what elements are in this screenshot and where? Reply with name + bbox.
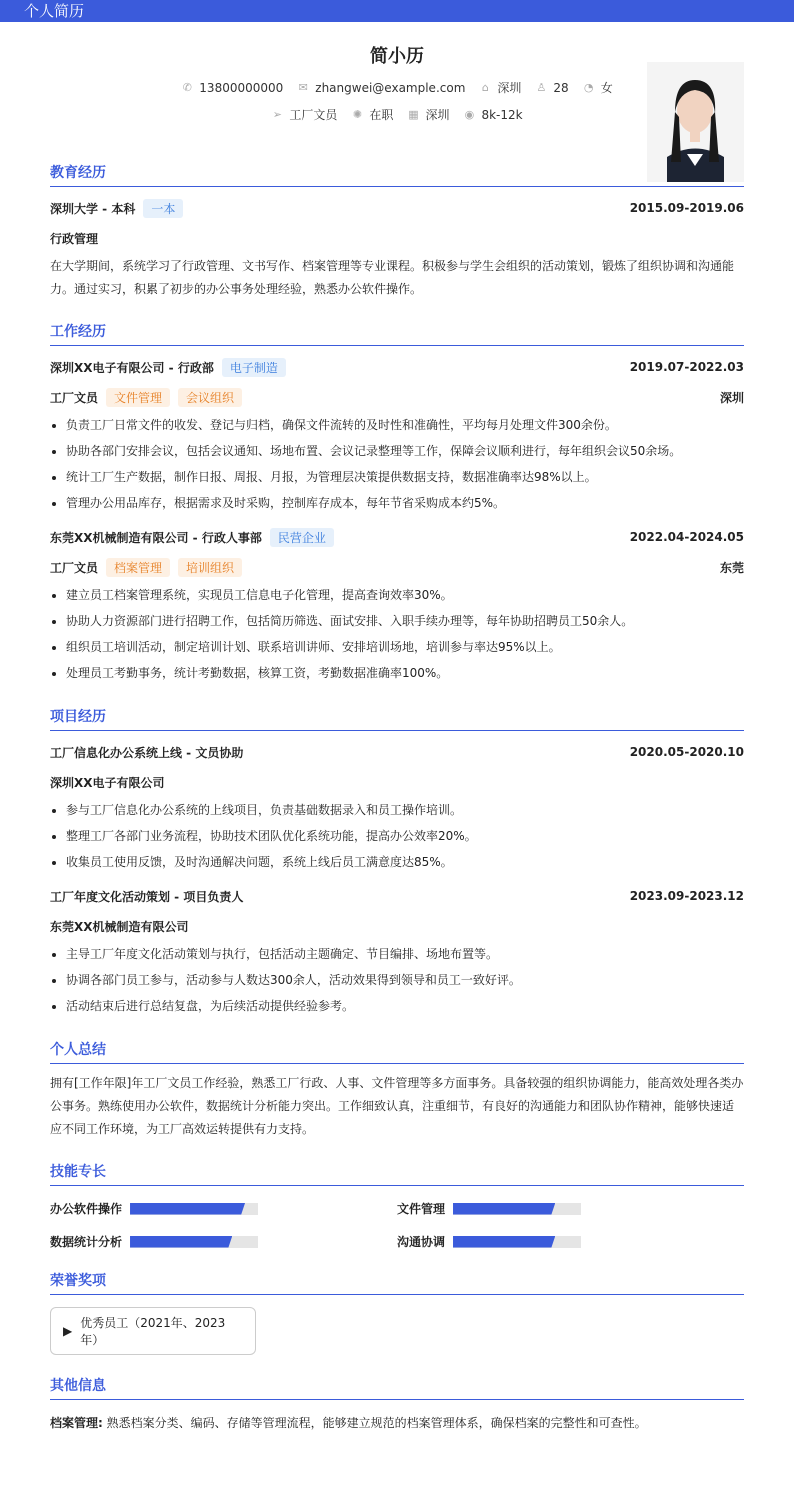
project-header <box>50 881 744 911</box>
section-title-education: 教育经历 <box>50 162 744 187</box>
summary-text: 拥有[工作年限]年工厂文员工作经验，熟悉工厂行政、人事、文件管理等多方面事务。具备较强的组织协调能力，能高效处理各类办公事务。熟练使用办公软件，数据统计分析能力突出。工作细致认真，注重细节，有良好的沟通能力和团队协作精神，能够快速适应不同工作环境，为工厂高效运转提供有力支持。 <box>50 1076 744 1136</box>
work-company: 深圳XX电子有限公司 - 行政部 <box>50 360 214 375</box>
education-date: 2015.09-2019.06 <box>629 201 744 215</box>
skill-bar-fill <box>453 1236 555 1248</box>
work-date: 2022.04-2024.05 <box>629 530 744 544</box>
list-item: • 主导工厂年度文化活动策划与执行，包括活动主题确定、节目编排、场地布置等。 <box>66 941 744 967</box>
contact-row-2 <box>50 101 744 128</box>
gender-info: ◔ 女 <box>583 81 613 95</box>
email-icon: ✉ <box>298 81 308 94</box>
skill-item <box>50 1233 397 1250</box>
list-item: • 建立员工档案管理系统，实现员工信息电子化管理，提高查询效率30%。 <box>66 582 744 608</box>
skill-bar-fill <box>130 1236 232 1248</box>
project-company: 东莞XX机械制造有限公司 <box>50 919 189 934</box>
list-item: • 活动结束后进行总结复盘，为后续活动提供经验参考。 <box>66 993 744 1019</box>
skill-item <box>397 1200 744 1217</box>
work-city: 东莞 <box>719 560 744 575</box>
project-bullets <box>50 797 744 875</box>
section-title-work: 工作经历 <box>50 321 744 346</box>
school-name: 深圳大学 - 本科 <box>50 201 136 216</box>
list-item: • 处理员工考勤事务，统计考勤数据，核算工资，考勤数据准确率100%。 <box>66 660 744 686</box>
project-date: 2020.05-2020.10 <box>629 745 744 759</box>
work-role: 工厂文员 <box>50 560 99 575</box>
list-item: • 统计工厂生产数据，制作日报、周报、月报，为管理层决策提供数据支持，数据准确率达98%以上。 <box>66 464 744 490</box>
work-entry <box>50 352 744 516</box>
skill-name: 沟通协调 <box>397 1235 446 1249</box>
list-item: • 协调各部门员工参与，活动参与人数达300余人，活动效果得到领导和员工一致好评。 <box>66 967 744 993</box>
list-item: • 管理办公用品库存，根据需求及时采购，控制库存成本，每年节省采购成本约5%。 <box>66 490 744 516</box>
profile-photo <box>647 62 744 182</box>
project-date: 2023.09-2023.12 <box>629 889 744 903</box>
work-bullets <box>50 582 744 686</box>
other-label: 档案管理: <box>50 1416 103 1430</box>
work-role-row <box>50 552 744 582</box>
project-company-row <box>50 911 744 941</box>
section-title-other: 其他信息 <box>50 1375 744 1400</box>
project-bullets <box>50 941 744 1019</box>
work-skill-tag: 档案管理 <box>106 558 170 577</box>
home-icon: ⌂ <box>481 81 489 94</box>
list-item: • 整理工厂各部门业务流程，协助技术团队优化系统功能，提高办公效率20%。 <box>66 823 744 849</box>
status-info: ✺ 在职 <box>352 108 394 122</box>
section-title-skills: 技能专长 <box>50 1161 744 1186</box>
education-major: 行政管理 <box>50 231 99 246</box>
skill-bar-fill <box>453 1203 555 1215</box>
salary-info: ◉ 8k-12k <box>464 107 523 122</box>
status-icon: ✺ <box>352 108 363 121</box>
work-industry-tag: 电子制造 <box>222 358 286 377</box>
age-info: ♙ 28 <box>536 80 569 95</box>
work-role-row <box>50 382 744 412</box>
contact-row-1 <box>50 74 744 101</box>
work-industry-tag: 民营企业 <box>270 528 334 547</box>
project-company: 深圳XX电子有限公司 <box>50 775 165 790</box>
work-company: 东莞XX机械制造有限公司 - 行政人事部 <box>50 530 262 545</box>
skill-name: 办公软件操作 <box>50 1202 123 1216</box>
skill-bar <box>130 1236 258 1248</box>
section-title-awards: 荣誉奖项 <box>50 1270 744 1295</box>
phone-info: ✆ 13800000000 <box>182 80 284 95</box>
skill-item <box>50 1200 397 1217</box>
project-entry <box>50 737 744 875</box>
portrait-image <box>647 62 744 182</box>
list-item: • 协助人力资源部门进行招聘工作，包括简历筛选、面试安排、入职手续办理等，每年协助招聘员工50余人。 <box>66 608 744 634</box>
list-item: • 组织员工培训活动，制定培训计划、联系培训讲师、安排培训场地，培训参与率达95%以上。 <box>66 634 744 660</box>
list-item: • 参与工厂信息化办公系统的上线项目，负责基础数据录入和员工操作培训。 <box>66 797 744 823</box>
work-date: 2019.07-2022.03 <box>629 360 744 374</box>
skill-bar-fill <box>130 1203 245 1215</box>
skill-bar <box>453 1236 581 1248</box>
work-city: 深圳 <box>719 390 744 405</box>
header-bar <box>0 0 794 22</box>
location-info: ⌂ 深圳 <box>479 79 521 96</box>
skills-grid <box>50 1200 744 1250</box>
other-text: 熟悉档案分类、编码、存储等管理流程，能够建立规范的档案管理体系，确保档案的完整性和可查性。 <box>106 1416 647 1430</box>
skill-bar <box>453 1203 581 1215</box>
position-info: ➢ 工厂文员 <box>272 108 338 122</box>
age-icon: ♙ <box>536 81 547 94</box>
work-role: 工厂文员 <box>50 390 99 405</box>
work-entry <box>50 522 744 686</box>
project-title: 工厂年度文化活动策划 - 项目负责人 <box>50 889 244 904</box>
project-header <box>50 737 744 767</box>
other-info <box>50 1412 744 1434</box>
section-title-project: 项目经历 <box>50 706 744 731</box>
email-info: ✉ zhangwei@example.com <box>298 80 466 95</box>
project-company-row <box>50 767 744 797</box>
skill-name: 数据统计分析 <box>50 1235 123 1249</box>
skill-name: 文件管理 <box>397 1202 446 1216</box>
award-text: 优秀员工（2021年、2023年） <box>80 1316 226 1347</box>
education-header <box>50 193 744 223</box>
list-item: • 收集员工使用反馈，及时沟通解决问题，系统上线后员工满意度达85%。 <box>66 849 744 875</box>
candidate-name: 简小历 <box>370 46 424 67</box>
education-description: 在大学期间，系统学习了行政管理、文书写作、档案管理等专业课程。积极参与学生会组织的活动策划，锻炼了组织协调和沟通能力。通过实习，积累了初步的办公事务处理经验，熟悉办公软件操作。 <box>50 259 735 296</box>
phone-icon: ✆ <box>182 81 192 94</box>
work-skill-tag: 文件管理 <box>106 388 170 407</box>
project-title: 工厂信息化办公系统上线 - 文员协助 <box>50 745 244 760</box>
resume-page <box>0 42 794 1434</box>
work-bullets <box>50 412 744 516</box>
building-icon: ▦ <box>408 108 419 121</box>
school-tag: 一本 <box>143 199 183 218</box>
project-entry <box>50 881 744 1019</box>
section-title-summary: 个人总结 <box>50 1039 744 1064</box>
list-item: • 负责工厂日常文件的收发、登记与归档，确保文件流转的及时性和准确性，平均每月处理文件300余份。 <box>66 412 744 438</box>
education-major-row <box>50 223 744 253</box>
gender-icon: ◔ <box>583 81 594 94</box>
send-icon: ➢ <box>272 108 283 121</box>
work-skill-tag: 培训组织 <box>178 558 242 577</box>
skill-item <box>397 1233 744 1250</box>
salary-icon: ◉ <box>464 108 475 121</box>
triangle-right-icon: ▶ <box>63 1324 73 1338</box>
award-item[interactable] <box>50 1307 256 1355</box>
skill-bar <box>130 1203 258 1215</box>
header-title: 个人简历 <box>24 2 85 20</box>
work-skill-tag: 会议组织 <box>178 388 242 407</box>
city-info: ▦ 深圳 <box>408 108 450 122</box>
work-header <box>50 352 744 382</box>
list-item: • 协助各部门安排会议，包括会议通知、场地布置、会议记录整理等工作，保障会议顺利进行，每年组织会议50余场。 <box>66 438 744 464</box>
work-header <box>50 522 744 552</box>
